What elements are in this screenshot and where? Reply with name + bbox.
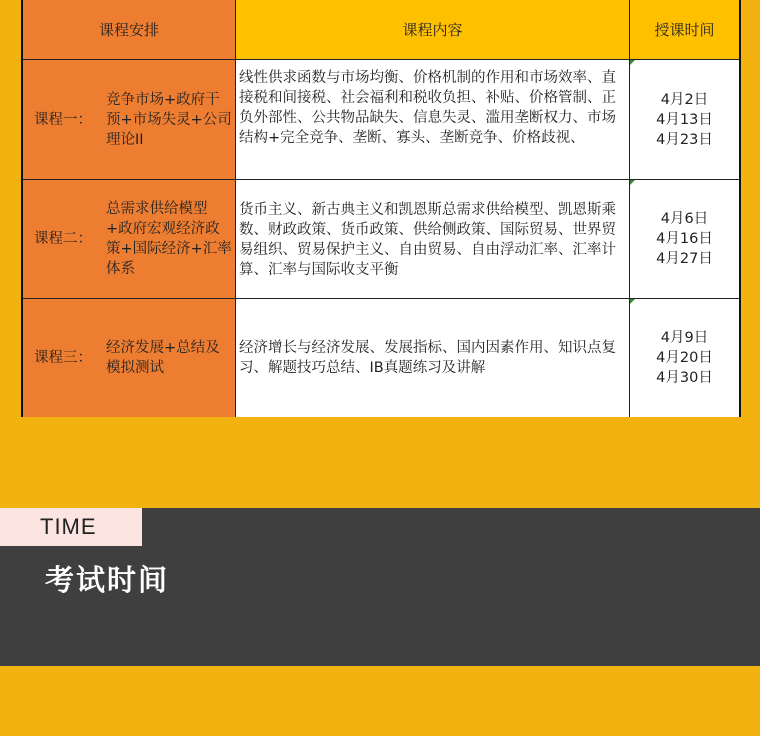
date: 4月13日 xyxy=(656,111,713,128)
date: 4月2日 xyxy=(660,91,709,108)
course-content: 货币主义、新古典主义和凯恩斯总需求供给模型、凯恩斯乘数、财政政策、货币政策、供给侧政策、国际贸易、世界贸易组织、贸易保护主义、自由贸易、自由浮动汇率、汇率计算、汇率与国际收支平衡 xyxy=(239,202,616,278)
date: 4月23日 xyxy=(656,131,713,148)
date: 4月9日 xyxy=(660,330,709,346)
course-schedule-table xyxy=(21,0,741,417)
date: 4月20日 xyxy=(656,350,713,366)
course-label: 课程二： xyxy=(34,231,92,247)
date: 4月30日 xyxy=(656,370,713,386)
course-content: 线性供求函数与市场均衡、价格机制的作用和市场效率、直接税和间接税、社会福利和税收负担、补贴、价格管制、正负外部性、公共物品缺失、信息失灵、滥用垄断权力、市场结构+完全竞争、垄断、寡头、垄断竞争、价格歧视、 xyxy=(239,70,616,146)
course-label: 课程三： xyxy=(34,350,92,366)
comment-marker-icon xyxy=(630,180,635,185)
comment-marker-icon xyxy=(630,299,635,304)
header-schedule: 课程安排 xyxy=(23,0,236,59)
date: 4月6日 xyxy=(660,211,709,227)
course-dates xyxy=(630,60,739,179)
course-name: 总需求供给模型+政府宏观经济政策+国际经济+汇率体系 xyxy=(106,201,232,277)
date: 4月27日 xyxy=(656,251,713,267)
table-row xyxy=(23,180,739,299)
comment-marker-icon xyxy=(630,60,635,65)
exam-time-section xyxy=(0,508,760,666)
course-content: 经济增长与经济发展、发展指标、国内因素作用、知识点复习、解题技巧总结、IB真题练习及讲解 xyxy=(239,340,616,376)
table-row xyxy=(23,60,739,180)
course-dates xyxy=(630,299,739,417)
time-tag: TIME xyxy=(0,508,142,546)
date: 4月16日 xyxy=(656,231,713,247)
course-dates xyxy=(630,180,739,298)
header-time: 授课时间 xyxy=(630,0,739,59)
section-title: 考试时间 xyxy=(45,563,170,597)
table-row xyxy=(23,299,739,417)
course-name: 竞争市场+政府干预+市场失灵+公司理论II xyxy=(106,91,232,148)
table-header-row xyxy=(23,0,739,60)
course-label: 课程一： xyxy=(34,111,92,128)
course-name: 经济发展+总结及模拟测试 xyxy=(106,340,220,376)
header-content: 课程内容 xyxy=(236,0,630,59)
